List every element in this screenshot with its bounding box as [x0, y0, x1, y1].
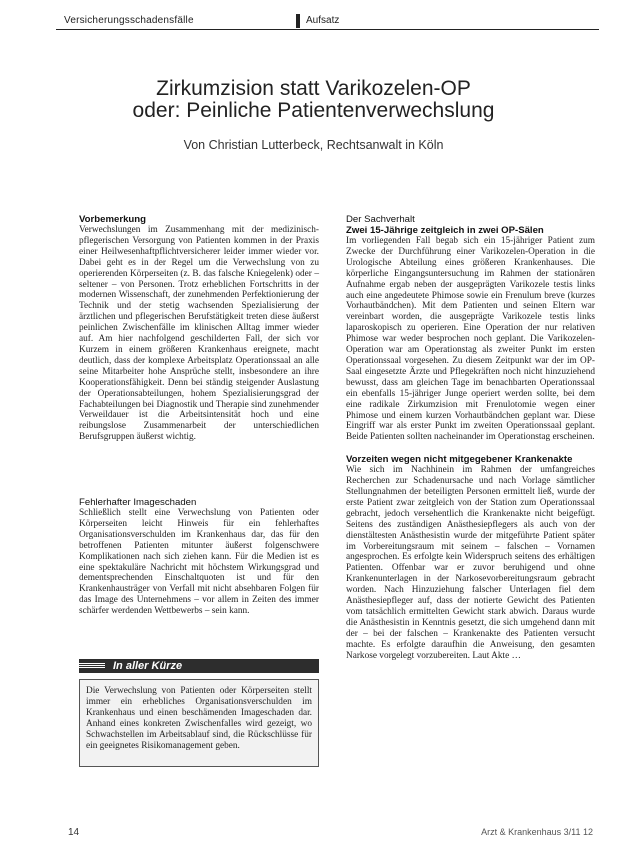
article-title-line-1: Zirkumzision statt Varikozelen-OP [156, 77, 471, 100]
paragraph-sachverhalt: Im vorliegenden Fall begab sich ein 15-jähriger Patient zum Zwecke der Durchführung einer Varikozelen-Operation in die Urologische Abteilung eines größeren Krankenhauses. Die körperliche Eingangsuntersuchung im Rahmen der stationären Aufnahme ergab neben der ausgeprägten Varikozele testis links auch eine angedeutete Phimose sowie ein Frenulum breve (kurzes Vorhautbändchen). Mit dem Patienten und seinen Eltern war vereinbart worden, die ausgeprägte Varikozele testis links laparoskopisch zu operieren. Eine Operation der nur relativen Phimose war weder besprochen noch geplant. Die Varikozelen-Operation war am Operationstag als zweiter Punkt im ersten Operationssaal vorgesehen. Zu diesem Zeitpunkt war der im OP-Saal eingesetzte Ärzte und Pflegekräften noch nicht hinzuziehend bewusst, dass am gleichen Tage im benachbarten Operationssaal ein ebenfalls 15-jähriger Junge operiert werden sollte, bei dem eine radikale Zirkumzision mit Frenulotomie wegen einer Phimose und einem kurzen Vorhautbändchen geplant war. Diese Eingriff war als erster Punkt im zweiten Operationssaal geplant. Beide Patienten sollten nacheinander im Operationstag erscheinen. [346, 236, 595, 443]
heading-sachverhalt: Der Sachverhalt [346, 214, 415, 225]
summary-stripes [79, 663, 105, 669]
summary-header-bar [79, 659, 319, 673]
paragraph-vorzeiten: Wie sich im Nachhinein im Rahmen der umfangreiches Recherchen zur Schadenursache und nach Vorlage sämtlicher Stellungnahmen der beteiligten Personen ermittelt ließ, wurde der erste Patient zwar zeitgleich von der Station zum Operationssaal gebracht, jedoch versehentlich die Krankenakte nicht beigefügt. Seitens des zuständigen Anästhesiepflegers als auch von der dienstältesten Anästhesistin wurde der mitgeführte Patient später im Vorbereitungsraum mit seinem – falschen – Vornamen angesprochen. Es erfolgte kein Widerspruch seitens des erhältigen Patienten. Offenbar war er zuvor beruhigend und ohne Krankenunterlagen in der Narkosevorbereitungsraum gebracht worden. Nach Hinzuziehung falscher Unterlagen fiel dem Anästhesiepfleger auf, dass der notierte Gewicht des Patienten vom tatsächlich ermittelten Gewicht stark abwich. Daraus wurde die Anästhesistin in Kenntnis gesetzt, die sich umgehend dann mit der – bei der falschen – Krankenakte des Patienten versucht machte. Es erfolgte daraufhin die Anweisung, den gesamten Narkose vorgelegt vorzubereiten. Laut Akte … [346, 465, 595, 661]
section-tag: Aufsatz [306, 15, 340, 26]
right-column [346, 214, 595, 662]
summary-text: Die Verwechslung von Patienten oder Körperseiten stellt immer ein erhebliches Organisationsverschulden im Krankenhaus und einen beschämenden Imageschaden dar. Anhand eines konkreten Zwischenfalles wird gezeigt, wo Schwachstellen im Arbeitsablauf sind, die Rückschlüsse für ein geeignetes Risikomanagement geben. [86, 686, 312, 751]
header-rule [56, 29, 599, 30]
footer-journal: Arzt & Krankenhaus 3/11 12 [481, 827, 593, 837]
left-column-bottom [79, 497, 319, 617]
section-marker [296, 14, 300, 28]
heading-fehlerhaft: Fehlerhafter Imageschaden [79, 497, 197, 508]
paragraph-gap [346, 443, 595, 454]
subheading-sachverhalt: Zwei 15-Jährige zeitgleich in zwei OP-Sälen [346, 225, 544, 236]
summary-title: In aller Kürze [113, 660, 183, 672]
heading-vorbemerkung: Vorbemerkung [79, 214, 146, 225]
section-label: Versicherungsschadensfälle [64, 15, 194, 26]
left-column-top [79, 214, 319, 443]
heading-vorzeiten: Vorzeiten wegen nicht mitgegebener Krankenakte [346, 454, 573, 466]
article-title-line-2: oder: Peinliche Patientenverwechslung [132, 99, 495, 122]
paragraph-vorbemerkung: Verwechslungen im Zusammenhang mit der medizinisch-pflegerischen Versorgung von Patienten kommen in der Praxis einer Heilwesenhaftpflichtversicherer leider immer wieder vor. Dabei geht es in der Regel um die Verwechslung von zu operierenden Körperseiten (z. B. das falsche Kniegelenk) oder – seltener – von Personen. Trotz erheblichen Fortschritts in der modernen Wissenschaft, der zunehmenden Perfektionierung der Technik und der stetig wachsenden Spezialisierung der ärztlichen und pflegerischen Berufstätigkeit treten diese äußerst peinlichen Zwischenfälle im klinischen Alltag immer wieder auf. Am hier nachfolgend geschilderten Fall, der sich vor Kurzem in einem größeren Krankenhaus ereignete, macht deutlich, dass der komplexe Arbeitsplatz Operationssaal an alle seine Mitarbeiter hohe Ansprüche stellt, insbesondere an ihre Kooperationsfähigkeit. Denn bei ständig steigender Auslastung der Operationsabteilungen, hohem Spezialisierungsgrad der Fachabteilungen bei Diagnostik und Therapie sind zunehmender Verweildauer ist die Arbeitsintensität hoch und eine reibungslose Zusammenarbeit der unterschiedlichen Berufsgruppen äußerst wichtig. [79, 225, 319, 443]
paragraph-fehlerhaft: Schließlich stellt eine Verwechslung von Patienten oder Körperseiten leicht Hinweis für ein fehlerhaftes Organisationsverschulden im Krankenhaus dar, das für den betroffenen Patienten mitunter äußerst folgenschwere Komplikationen nach sich ziehen kann. Für die Medien ist es eine spektakuläre Nachricht mit höchstem Wirkungsgrad und dementsprechenden Einschaltquoten ist und für den Krankenhausträger von Verfall mit nicht absehbaren Folgen für das Image des Unternehmens – vor allem in Zeiten des immer schärfer werdenden Wettbewerbs – sein kann. [79, 508, 319, 617]
article-author: Von Christian Lutterbeck, Rechtsanwalt in Köln [183, 138, 444, 152]
page-number: 14 [68, 827, 80, 838]
